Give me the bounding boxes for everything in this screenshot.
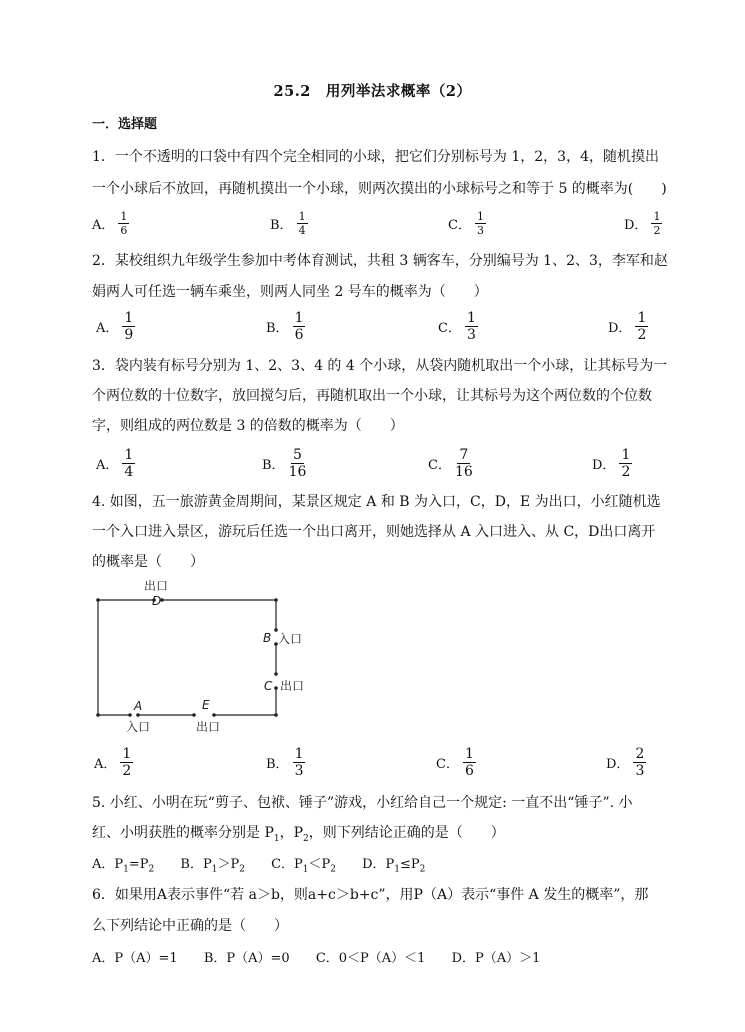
q2-options: [92, 306, 662, 346]
q2-option-c[interactable]: C． $\frac{1}{3}$: [438, 309, 476, 343]
q5-line-1: 5. 小红、小明在玩“剪子、包袱、锤子”游戏，小红给自己一个规定: 一直不出“锤子”. 小: [92, 795, 633, 811]
q1-option-c[interactable]: C． $\frac{1}{3}$: [448, 209, 484, 237]
q6-option-d[interactable]: D．P（A）＞1: [451, 951, 541, 966]
q5-option-a[interactable]: A．$P_1=P_2$: [92, 857, 155, 875]
q2-option-d[interactable]: D． $\frac{1}{2}$: [608, 309, 647, 343]
q4-option-d[interactable]: D． $\frac{2}{3}$: [606, 745, 645, 779]
q1-line-1: 1．一个不透明的口袋中有四个完全相同的小球，把它们分别标号为 1，2，3，4，随机摸出: [92, 149, 659, 165]
point-a-label: A: [134, 699, 143, 713]
q3-line-2: 个两位数的十位数字，放回搅匀后，再随机取出一个小球，让其标号为这个两位数的个位数: [92, 388, 652, 404]
q1-option-b[interactable]: B． $\frac{1}{4}$: [270, 209, 306, 237]
q6-option-a[interactable]: A．P（A）=1: [92, 951, 178, 966]
q5-line-2: 红、小明获胜的概率分别是 $P_1$，$P_2$，则下列结论正确的是（ ）: [92, 825, 505, 844]
q6-line-1: 6．如果用A表示事件“若 a＞b，则a+c＞b+c”，用P（A）表示“事件 A 发生的概率”，那: [92, 887, 649, 903]
q2-line-1: 2．某校组织九年级学生参加中考体育测试，共租 3 辆客车，分别编号为 1、2、3，李军和赵: [92, 253, 668, 269]
q4-line-3: 的概率是（ ）: [92, 554, 204, 570]
q1-option-d[interactable]: D． $\frac{1}{2}$: [624, 209, 661, 237]
q3-option-b[interactable]: B． $\frac{5}{16}$: [262, 446, 307, 480]
q6-option-c[interactable]: C．0＜P（A）＜1: [315, 951, 426, 966]
point-d-label: D: [152, 594, 162, 608]
exit-e-label: 出口: [196, 720, 221, 734]
q6-options: [92, 947, 562, 966]
entry-a-label: 入口: [126, 720, 151, 734]
point-c-label: C: [264, 679, 273, 693]
q1-option-a[interactable]: A． $\frac{1}{6}$: [92, 209, 128, 237]
section-heading: 一．选择题: [92, 117, 158, 132]
q4-line-2: 一个入口进入景区，游玩后任选一个出口离开，则她选择从 A 入口进入、从 C，D出口离开: [92, 524, 656, 540]
q4-line-1: 4. 如图，五一旅游黄金周期间，某景区规定 A 和 B 为入口，C，D，E 为出口，小红随机选: [92, 494, 661, 510]
q6-line-2: 么下列结论中正确的是（ ）: [92, 918, 288, 934]
q1-options: [92, 203, 662, 243]
q4-option-b[interactable]: B． $\frac{1}{3}$: [266, 745, 304, 779]
entry-b-label: 入口: [278, 632, 303, 646]
q2-option-a[interactable]: A． $\frac{1}{9}$: [96, 309, 134, 343]
q5-option-b[interactable]: B．$P_1>P_2$: [180, 857, 245, 875]
page-title: 25.2 用列举法求概率（2）: [273, 83, 472, 100]
q3-options: [92, 443, 662, 483]
q6-option-b[interactable]: B．P（A）=0: [203, 951, 290, 966]
point-e-label: E: [202, 698, 210, 712]
exit-c-label: 出口: [280, 679, 305, 693]
exit-d-label: 出口: [144, 579, 169, 593]
point-b-label: B: [263, 631, 272, 645]
q3-line-3: 字，则组成的两位数是 3 的倍数的概率为（ ）: [92, 418, 404, 434]
scenic-area-figure: [90, 578, 330, 740]
q4-option-c[interactable]: C． $\frac{1}{6}$: [436, 745, 474, 779]
q3-option-a[interactable]: A． $\frac{1}{4}$: [96, 446, 134, 480]
q5-options: [92, 853, 447, 875]
q5-option-c[interactable]: C．$P_1<P_2$: [271, 857, 336, 875]
q2-line-2: 娟两人可任选一辆车乘坐，则两人同坐 2 号车的概率为（ ）: [92, 284, 488, 300]
q5-option-d[interactable]: D．$P_1\le P_2$: [362, 857, 426, 875]
q4-options: [92, 742, 662, 782]
q4-option-a[interactable]: A． $\frac{1}{2}$: [94, 745, 132, 779]
q3-option-d[interactable]: D． $\frac{1}{2}$: [592, 446, 631, 480]
q1-line-2: 一个小球后不放回，再随机摸出一个小球，则两次摸出的小球标号之和等于 5 的概率为( ): [92, 181, 667, 197]
q2-option-b[interactable]: B． $\frac{1}{6}$: [266, 309, 304, 343]
q3-option-c[interactable]: C． $\frac{7}{16}$: [428, 446, 473, 480]
q3-line-1: 3．袋内装有标号分别为 1、2、3、4 的 4 个小球，从袋内随机取出一个小球，让其标号为一: [92, 358, 668, 374]
